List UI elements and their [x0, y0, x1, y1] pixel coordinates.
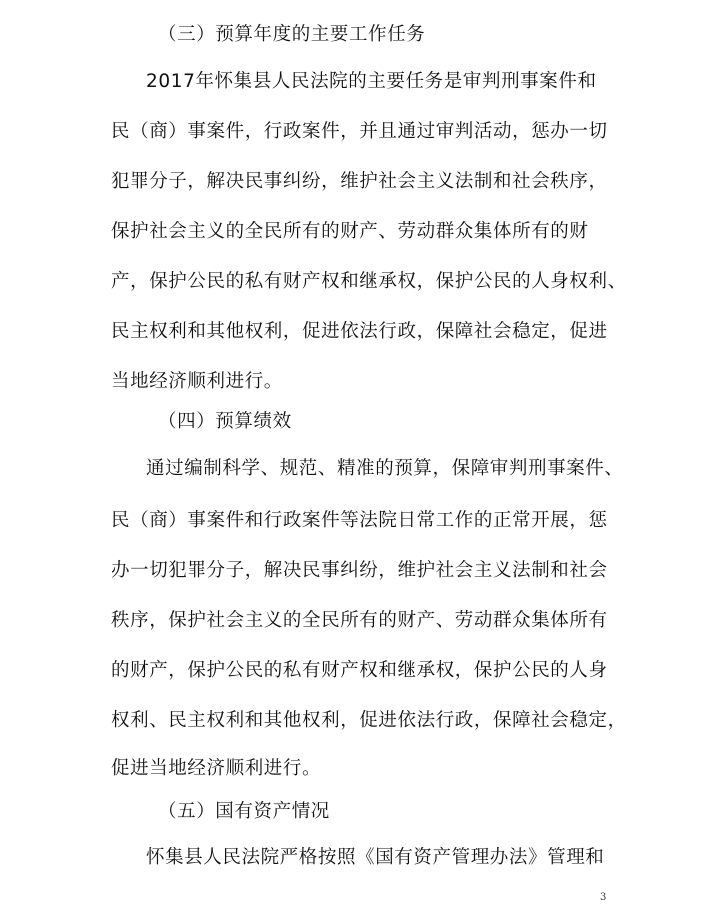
paragraph-line: 权利、民主权利和其他权利，促进依法行政，保障社会稳定， — [111, 710, 627, 731]
paragraph-line: 促进当地经济顺利进行。 — [111, 758, 322, 779]
paragraph-line: 产，保护公民的私有财产权和继承权，保护公民的人身权利、 — [111, 271, 627, 292]
section-heading-3: （三）预算年度的主要工作任务 — [158, 24, 426, 45]
paragraph-line: 民（商）事案件和行政案件等法院日常工作的正常开展，惩 — [111, 510, 608, 531]
paragraph-line: 保护社会主义的全民所有的财产、劳动群众集体所有的财 — [111, 221, 589, 242]
paragraph-line: 办一切犯罪分子，解决民事纠纷，维护社会主义法制和社会 — [111, 560, 608, 581]
paragraph-line: 民主权利和其他权利，促进依法行政，保障社会稳定，促进 — [111, 321, 608, 342]
section-heading-5: （五）国有资产情况 — [158, 801, 330, 822]
paragraph-line: 秩序，保护社会主义的全民所有的财产、劳动群众集体所有 — [111, 610, 608, 631]
paragraph-line: 犯罪分子，解决民事纠纷，维护社会主义法制和社会秩序， — [111, 171, 608, 192]
paragraph-line: 2017年怀集县人民法院的主要任务是审判刑事案件和 — [146, 71, 597, 92]
paragraph-line: 怀集县人民法院严格按照《国有资产管理办法》管理和 — [146, 847, 605, 868]
paragraph-line: 民（商）事案件，行政案件，并且通过审判活动，惩办一切 — [111, 121, 608, 142]
page-number: 3 — [600, 892, 607, 903]
paragraph-line: 的财产，保护公民的私有财产权和继承权，保护公民的人身 — [111, 660, 608, 681]
section-heading-4: （四）预算绩效 — [158, 411, 292, 432]
paragraph-line: 当地经济顺利进行。 — [111, 371, 283, 392]
paragraph-line: 通过编制科学、规范、精准的预算，保障审判刑事案件、 — [146, 458, 624, 479]
